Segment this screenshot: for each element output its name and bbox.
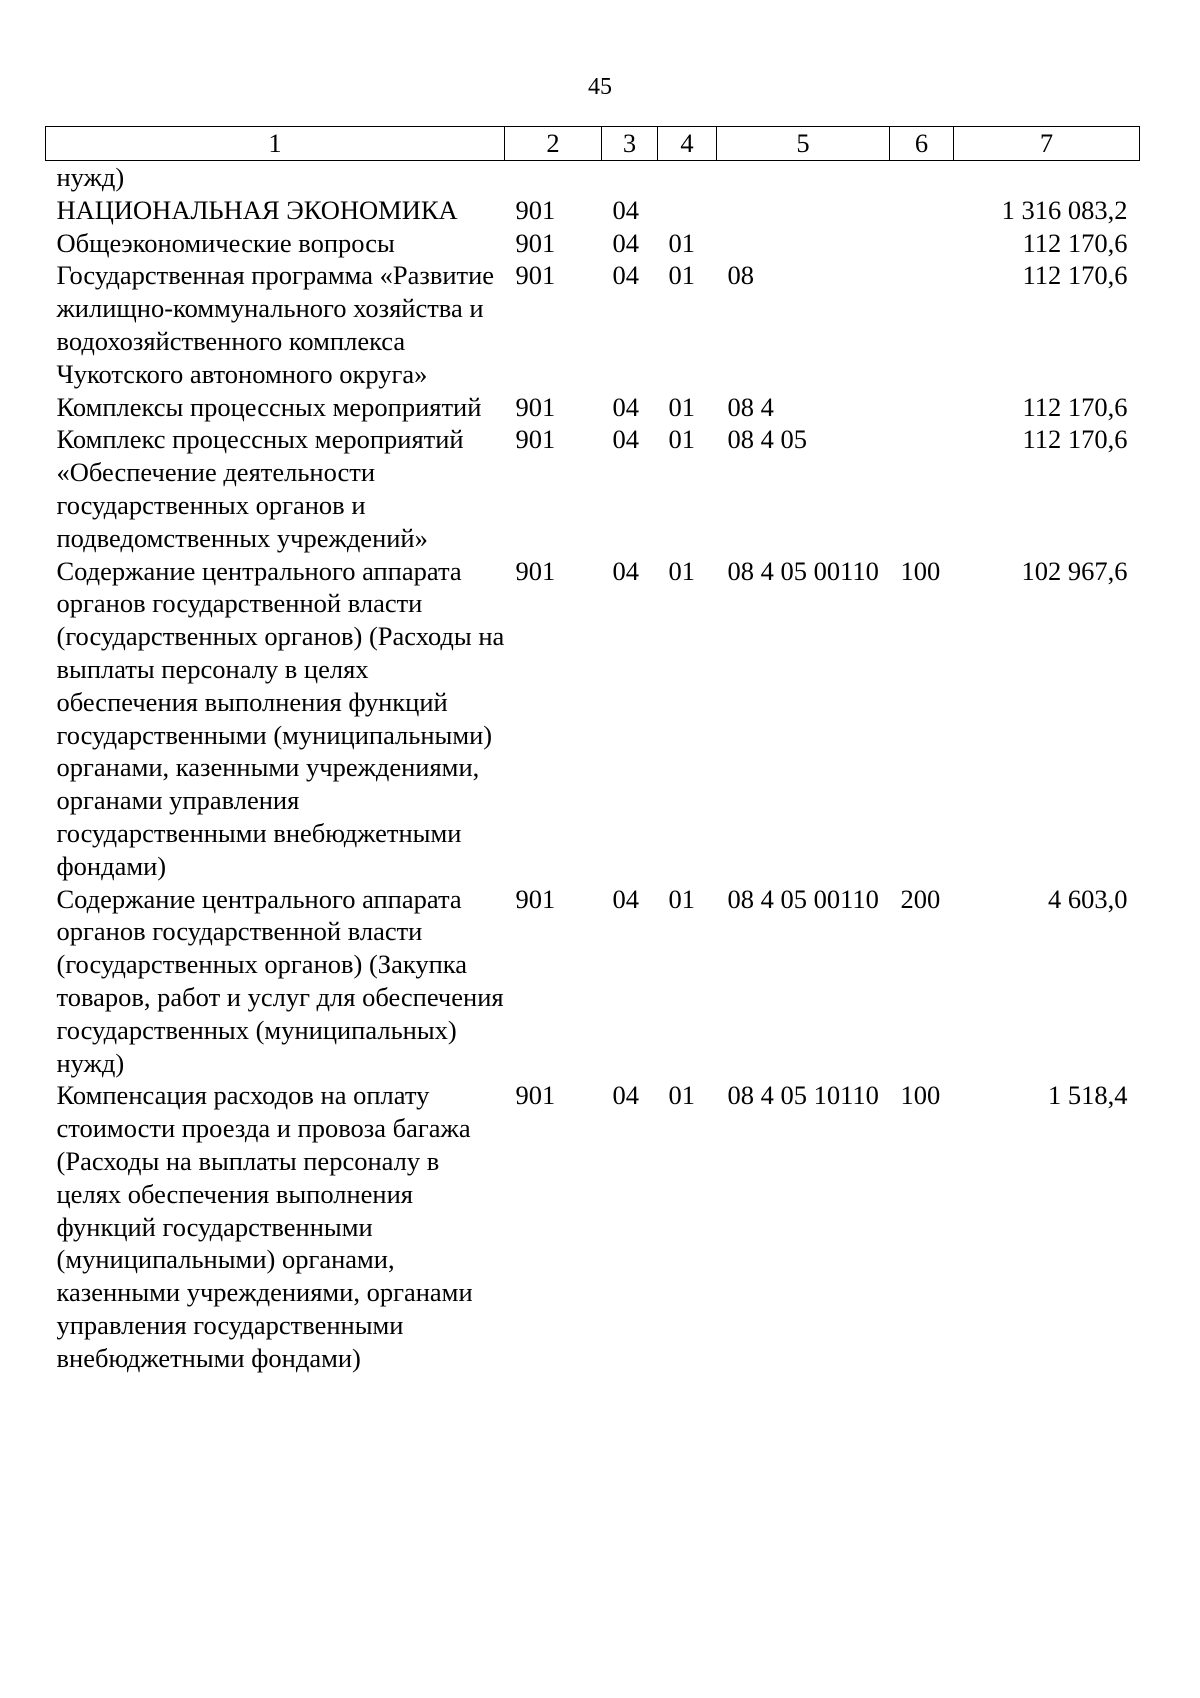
table-row <box>46 1079 1140 1374</box>
row-amount: 112 170,6 <box>1022 424 1128 455</box>
row-admin-code: 901 <box>515 391 556 422</box>
row-subsection-code: 01 <box>668 555 695 586</box>
row-admin-code: 901 <box>515 227 556 258</box>
row-name: Общеэкономические вопросы <box>56 227 395 258</box>
row-subsection-code <box>658 161 717 194</box>
header-col-1: 1 <box>46 127 505 161</box>
row-admin-code: 901 <box>515 555 556 586</box>
header-col-3: 3 <box>602 127 658 161</box>
page-number: 45 <box>588 74 612 100</box>
row-name: нужд) <box>56 162 125 192</box>
row-name: Компенсация расходов на оплату стоимости проезда и провоза багажа (Расходы на выплаты персоналу в целях обеспечения выполнения функций государственными (муниципальными) органами, казенными учреждениями, органами управления государственными внебюджетными фондами) <box>56 1080 473 1373</box>
row-section-code <box>602 161 658 194</box>
table-body <box>46 161 1140 1375</box>
row-amount: 112 170,6 <box>1022 227 1128 258</box>
table-row <box>46 259 1140 390</box>
row-section-code: 04 <box>612 227 639 258</box>
table-row <box>46 161 1140 194</box>
row-subsection-code: 01 <box>668 424 695 455</box>
row-section-code: 04 <box>612 1080 639 1111</box>
row-target-code: 08 4 05 <box>727 424 807 455</box>
row-kind-code: 200 <box>900 883 941 914</box>
row-kind-code: 100 <box>900 1080 941 1111</box>
row-section-code: 04 <box>612 555 639 586</box>
row-admin-code: 901 <box>515 883 556 914</box>
header-row <box>46 127 1140 161</box>
header-col-2: 2 <box>505 127 602 161</box>
row-kind-code <box>890 161 954 194</box>
row-target-code: 08 <box>727 260 754 291</box>
row-target-code: 08 4 05 00110 <box>727 883 879 914</box>
table-header <box>46 127 1140 161</box>
row-amount: 112 170,6 <box>1022 260 1128 291</box>
row-admin-code: 901 <box>515 424 556 455</box>
row-kind-code: 100 <box>900 555 941 586</box>
row-subsection-code: 01 <box>668 260 695 291</box>
table-row <box>46 555 1140 883</box>
row-subsection-code: 01 <box>668 391 695 422</box>
row-name: Государственная программа «Развитие жилищно-коммунального хозяйства и водохозяйственного комплекса Чукотского автономного округа» <box>56 260 495 389</box>
row-name: Содержание центрального аппарата органов государственной власти (государственных органов) (Закупка товаров, работ и услуг для обеспечения государственных (муниципальных) нужд) <box>56 883 504 1078</box>
table-row <box>46 883 1140 1080</box>
row-section-code: 04 <box>612 424 639 455</box>
row-name: НАЦИОНАЛЬНАЯ ЭКОНОМИКА <box>56 194 458 225</box>
row-section-code: 04 <box>612 260 639 291</box>
header-col-4: 4 <box>658 127 717 161</box>
table-row <box>46 227 1140 260</box>
row-target-code: 08 4 05 00110 <box>727 555 879 586</box>
row-kind-code <box>890 194 954 227</box>
row-name: Комплексы процессных мероприятий <box>56 391 482 422</box>
row-target-code <box>717 227 890 260</box>
header-col-7: 7 <box>954 127 1140 161</box>
row-admin-code <box>505 161 602 194</box>
row-amount: 112 170,6 <box>1022 391 1128 422</box>
row-kind-code <box>890 259 954 390</box>
row-section-code: 04 <box>612 194 639 225</box>
budget-table <box>45 126 1140 1374</box>
row-section-code: 04 <box>612 883 639 914</box>
row-admin-code: 901 <box>515 194 556 225</box>
row-amount: 1 518,4 <box>1048 1080 1128 1111</box>
row-name: Содержание центрального аппарата органов государственной власти (государственных органов) (Расходы на выплаты персоналу в целях обеспечения выполнения функций государственными (муниципальными) органами, казенными учреждениями, органами управления государственными внебюджетными фондами) <box>56 555 505 881</box>
header-col-6: 6 <box>890 127 954 161</box>
row-target-code <box>717 161 890 194</box>
row-kind-code <box>890 423 954 554</box>
table-row <box>46 423 1140 554</box>
row-target-code <box>717 194 890 227</box>
row-target-code: 08 4 05 10110 <box>727 1080 879 1111</box>
row-section-code: 04 <box>612 391 639 422</box>
row-amount <box>954 161 1140 194</box>
header-col-5: 5 <box>717 127 890 161</box>
row-amount: 4 603,0 <box>1048 883 1128 914</box>
row-amount: 102 967,6 <box>1021 555 1128 586</box>
row-subsection-code: 01 <box>668 1080 695 1111</box>
row-admin-code: 901 <box>515 1080 556 1111</box>
row-name: Комплекс процессных мероприятий «Обеспечение деятельности государственных органов и подведомственных учреждений» <box>56 424 464 553</box>
row-subsection-code: 01 <box>668 883 695 914</box>
row-subsection-code: 01 <box>668 227 695 258</box>
row-admin-code: 901 <box>515 260 556 291</box>
row-kind-code <box>890 227 954 260</box>
row-kind-code <box>890 391 954 424</box>
row-target-code: 08 4 <box>727 391 774 422</box>
table-row <box>46 391 1140 424</box>
table-row <box>46 194 1140 227</box>
row-subsection-code <box>658 194 717 227</box>
row-amount: 1 316 083,2 <box>1001 194 1128 225</box>
